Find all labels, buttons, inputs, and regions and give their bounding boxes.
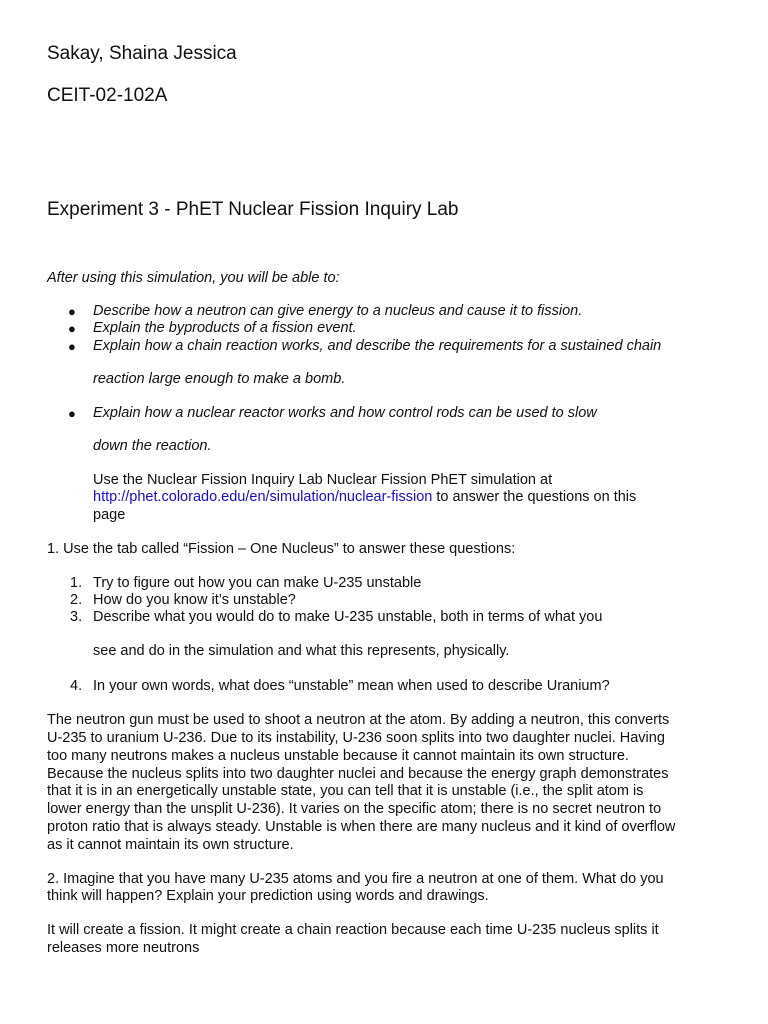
objective-item: Explain the byproducts of a fission event. [93,320,357,336]
objective-item-continuation: reaction large enough to make a bomb. [93,371,346,387]
objective-item: Explain how a nuclear reactor works and how control rods can be used to slow [93,405,597,421]
answer-1-line: The neutron gun must be used to shoot a neutron at the atom. By adding a neutron, this converts [47,712,670,728]
answer-1-line: U-235 to uranium U-236. Due to its instability, U-236 soon splits into two daughter nuclei. Having [47,730,665,746]
list-number: 2. [70,592,83,608]
question-1-heading: 1. Use the tab called “Fission – One Nucleus” to answer these questions: [47,541,516,557]
answer-1-line: lower energy than the unsplit U-236). It varies on the specific atom; there is no secret neutron to [47,801,662,817]
list-number: 4. [70,678,83,694]
objective-item-continuation: down the reaction. [93,438,212,454]
question-2-line: 2. Imagine that you have many U-235 atoms and you fire a neutron at one of them. What do you [47,871,664,887]
answer-1-line: as it cannot maintain its own structure. [47,837,294,853]
list-number: 1. [70,575,83,591]
question-1-item: How do you know it’s unstable? [93,592,296,608]
objectives-intro: After using this simulation, you will be able to: [47,270,340,286]
bullet-dot: ● [68,321,76,336]
answer-1-line: that it is in an energetically unstable state, you can tell that it is unstable (i.e., the split atom is [47,783,644,799]
answer-1-line: proton ratio that is always steady. Unstable is when there are many nucleus and it kind of overflow [47,819,676,835]
answer-2-line: releases more neutrons [47,940,200,956]
simulation-link[interactable]: http://phet.colorado.edu/en/simulation/nuclear-fission [93,489,433,505]
bullet-dot: ● [68,304,76,319]
answer-1-line: too many neutrons makes a nucleus unstable because it cannot maintain its own structure. [47,748,629,764]
answer-1-line: Because the nucleus splits into two daughter nuclei and because the energy graph demonstrates [47,766,669,782]
objective-item: Explain how a chain reaction works, and describe the requirements for a sustained chain [93,338,662,354]
student-name: Sakay, Shaina Jessica [47,43,237,64]
objective-item: Describe how a neutron can give energy to a nucleus and cause it to fission. [93,303,583,319]
instructions-line: Use the Nuclear Fission Inquiry Lab Nuclear Fission PhET simulation at [93,472,553,488]
list-number: 3. [70,609,83,625]
bullet-dot: ● [68,406,76,421]
instructions-text: to answer the questions on this [432,489,637,505]
section-code: CEIT-02-102A [47,85,168,106]
answer-2-line: It will create a fission. It might create a chain reaction because each time U-235 nucleus splits it [47,922,659,938]
instructions-link-line [93,488,636,506]
question-1-item-continuation: see and do in the simulation and what this represents, physically. [93,643,510,659]
question-1-item: In your own words, what does “unstable” mean when used to describe Uranium? [93,678,610,694]
instructions-line: page [93,507,126,523]
question-2-line: think will happen? Explain your prediction using words and drawings. [47,888,489,904]
question-1-item: Try to figure out how you can make U-235 unstable [93,575,422,591]
question-1-item: Describe what you would do to make U-235 unstable, both in terms of what you [93,609,603,625]
bullet-dot: ● [68,339,76,354]
experiment-title: Experiment 3 - PhET Nuclear Fission Inquiry Lab [47,199,459,220]
